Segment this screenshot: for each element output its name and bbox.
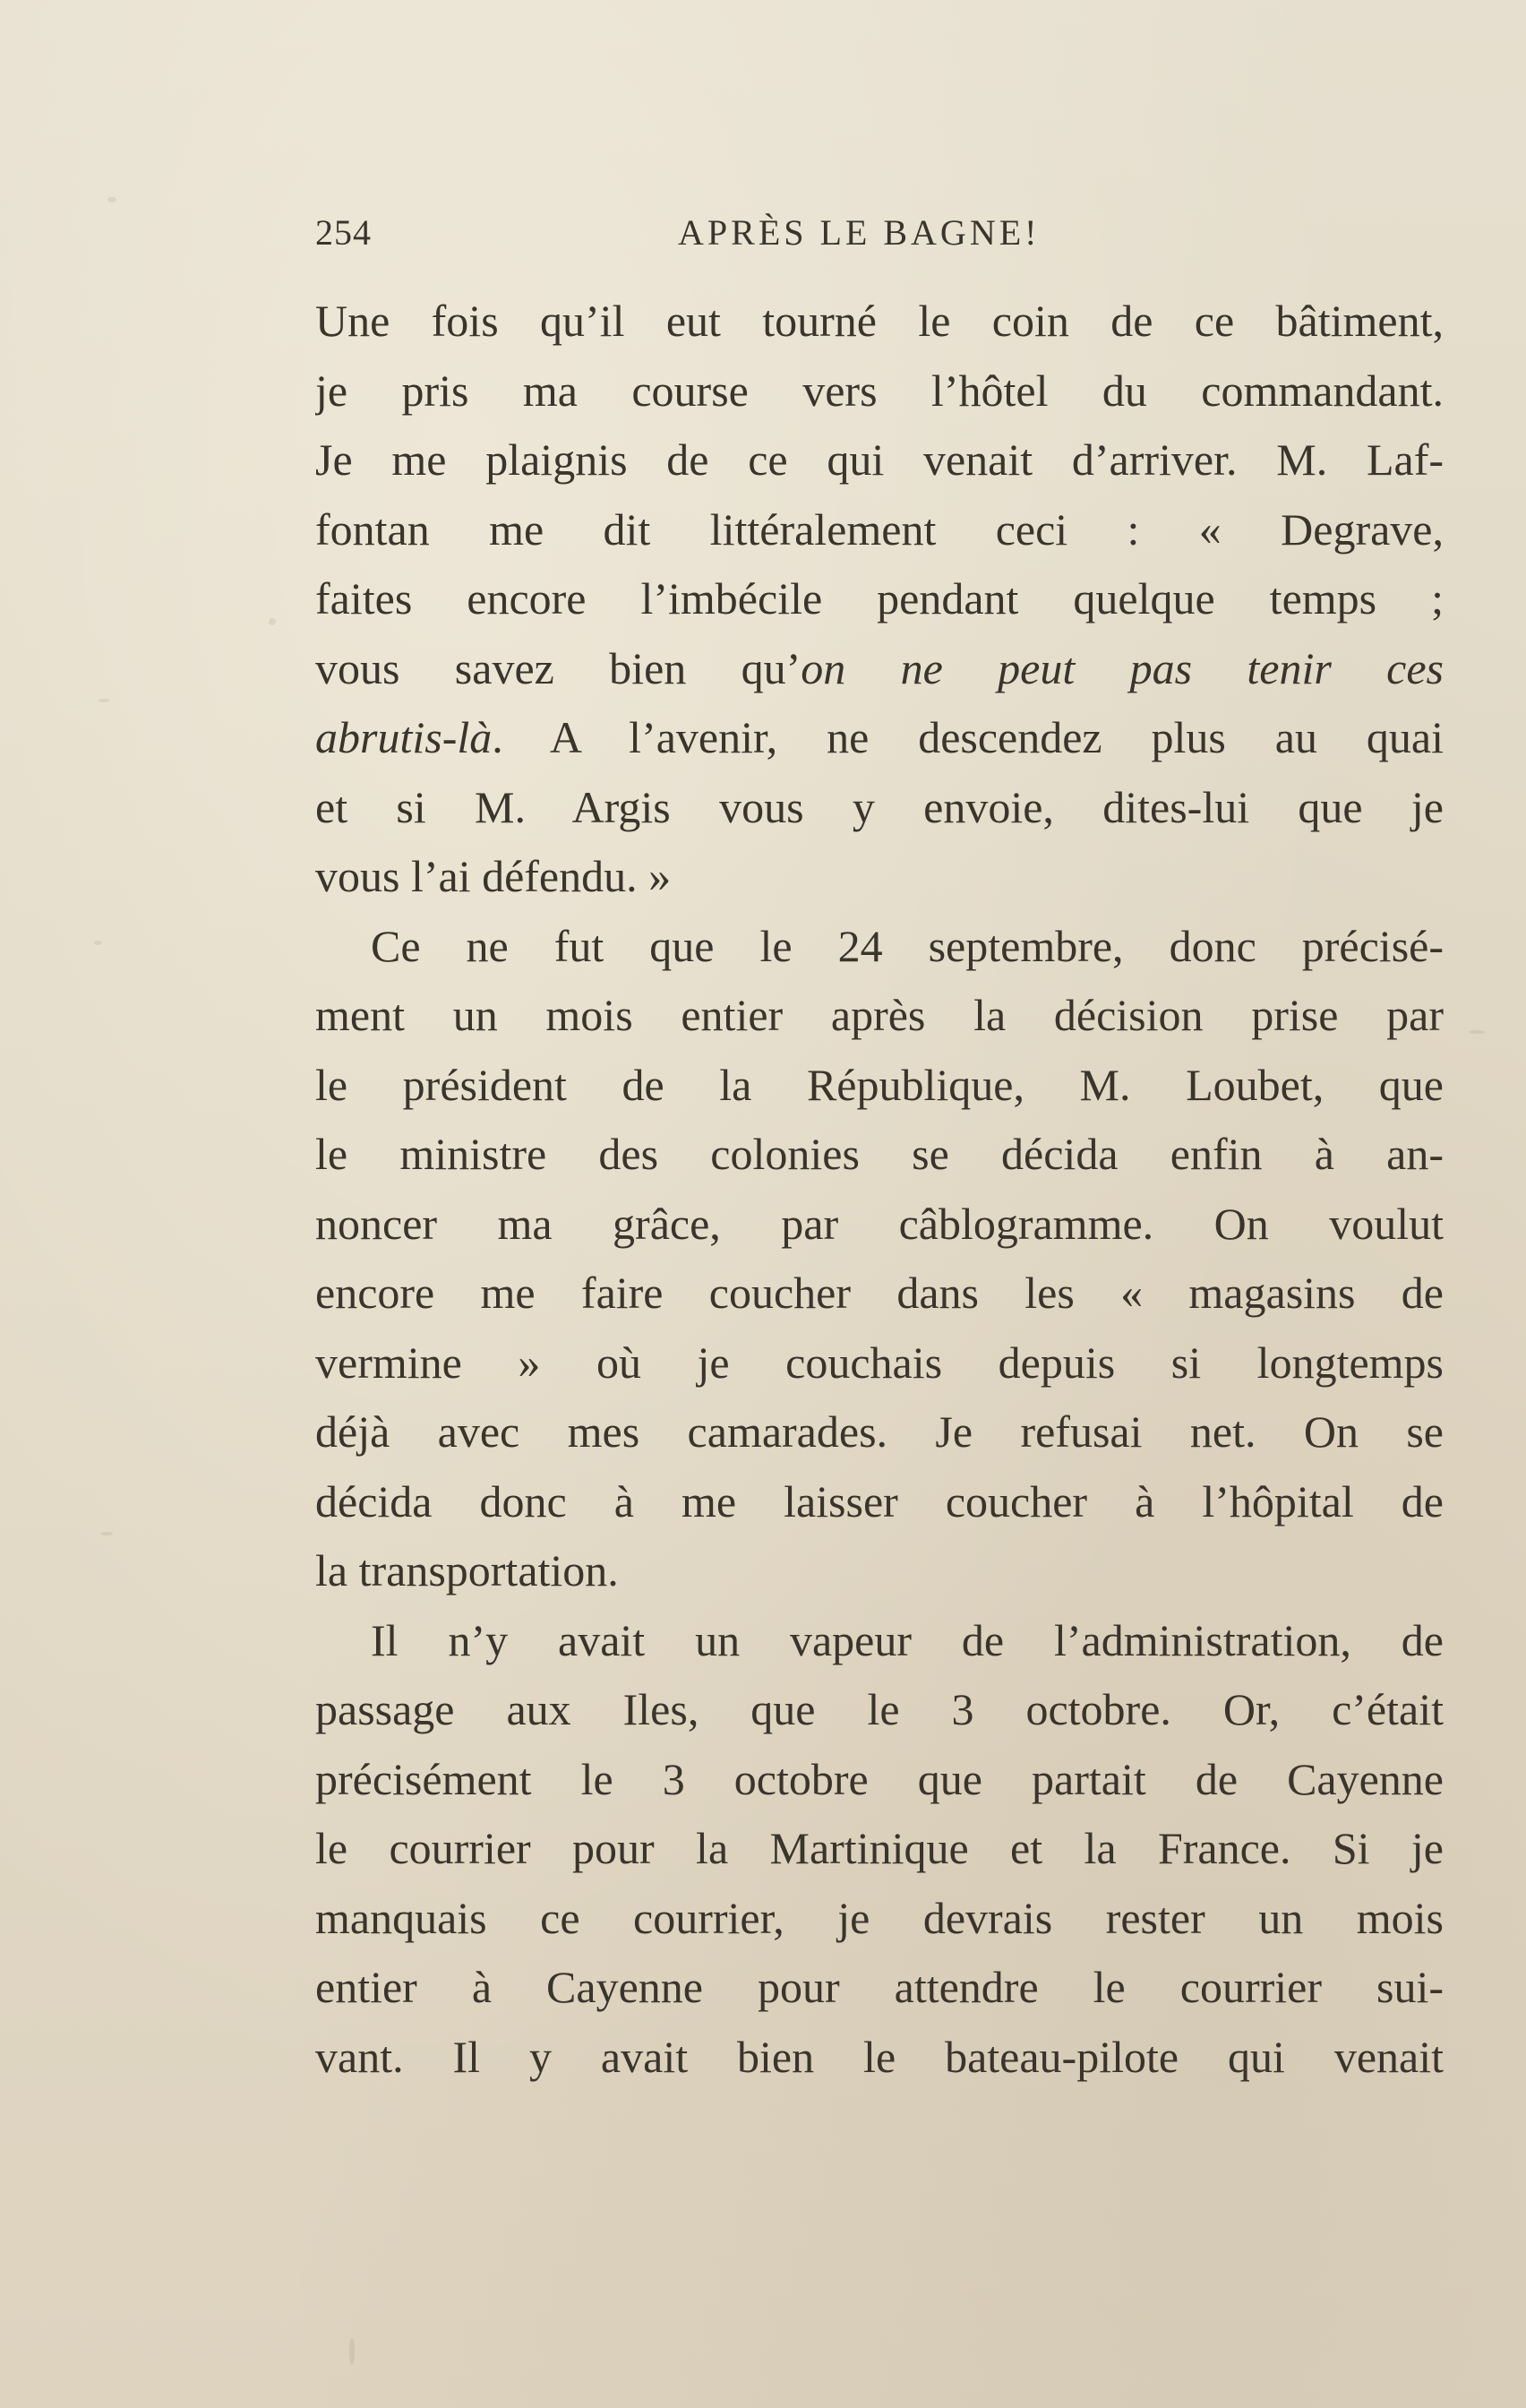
text-line: le président de la République, M. Loubet, que	[315, 1059, 1444, 1110]
text-line: le courrier pour la Martinique et la France. Si je	[315, 1823, 1444, 1873]
page-number: 254	[315, 212, 372, 253]
text-line: et si M. Argis vous y envoie, dites-lui que je	[315, 781, 1444, 832]
text-line: décida donc à me laisser coucher à l’hôpital de	[315, 1475, 1444, 1526]
text-line: précisément le 3 octobre que partait de Cayenne	[315, 1753, 1444, 1804]
italic-segment: abrutis-là	[315, 712, 493, 762]
italic-segment: on ne peut pas tenir ces	[801, 642, 1444, 693]
text-line: le ministre des colonies se décida enfin à an-	[315, 1129, 1444, 1179]
body-text	[315, 287, 1444, 2092]
text-line: noncer ma grâce, par câblogramme. On voulut	[315, 1198, 1444, 1249]
paper-spot	[94, 941, 102, 945]
text-line: vant. Il y avait bien le bateau-pilote qui venait	[315, 2031, 1444, 2082]
text-line: déjà avec mes camarades. Je refusai net. On se	[315, 1406, 1444, 1457]
text-line: la transportation.	[315, 1545, 619, 1595]
text-line: fontan me dit littéralement ceci : « Degrave,	[315, 503, 1444, 555]
line-segment: . A l’avenir, ne descendez plus au quai	[492, 712, 1444, 762]
line-segment: vous savez bien qu’	[315, 642, 802, 693]
text-line: faites encore l’imbécile pendant quelque temps ;	[315, 573, 1444, 624]
paper-spot	[100, 1532, 113, 1535]
text-line: ment un mois entier après la décision prise par	[315, 990, 1444, 1040]
text-line: Il n’y avait un vapeur de l’administration, de	[371, 1614, 1444, 1665]
text-line: je pris ma course vers l’hôtel du commandant.	[315, 365, 1444, 416]
text-line: manquais ce courrier, je devrais rester un mois	[315, 1892, 1444, 1943]
paper-spot	[269, 618, 276, 625]
text-line: Ce ne fut que le 24 septembre, donc précisé-	[371, 920, 1444, 971]
text-line	[315, 634, 1444, 704]
text-line: Une fois qu’il eut tourné le coin de ce bâtiment,	[315, 296, 1444, 346]
page-header	[315, 211, 1444, 265]
paper-spot	[349, 2338, 355, 2365]
text-line: vermine » où je couchais depuis si longtemps	[315, 1337, 1444, 1388]
text-line: Je me plaignis de ce qui venait d’arriver. M. Laf-	[315, 434, 1444, 485]
running-title: APRÈS LE BAGNE!	[678, 212, 1041, 253]
text-line: entier à Cayenne pour attendre le courrier sui-	[315, 1962, 1444, 2012]
text-line: passage aux Iles, que le 3 octobre. Or, c’était	[315, 1684, 1444, 1734]
paper-spot	[99, 699, 109, 702]
paper-spot	[1469, 1030, 1485, 1034]
text-line	[315, 703, 1444, 773]
text-line: encore me faire coucher dans les « magasins de	[315, 1268, 1444, 1318]
paper-spot	[107, 197, 116, 202]
text-line: vous l’ai défendu. »	[315, 851, 672, 901]
